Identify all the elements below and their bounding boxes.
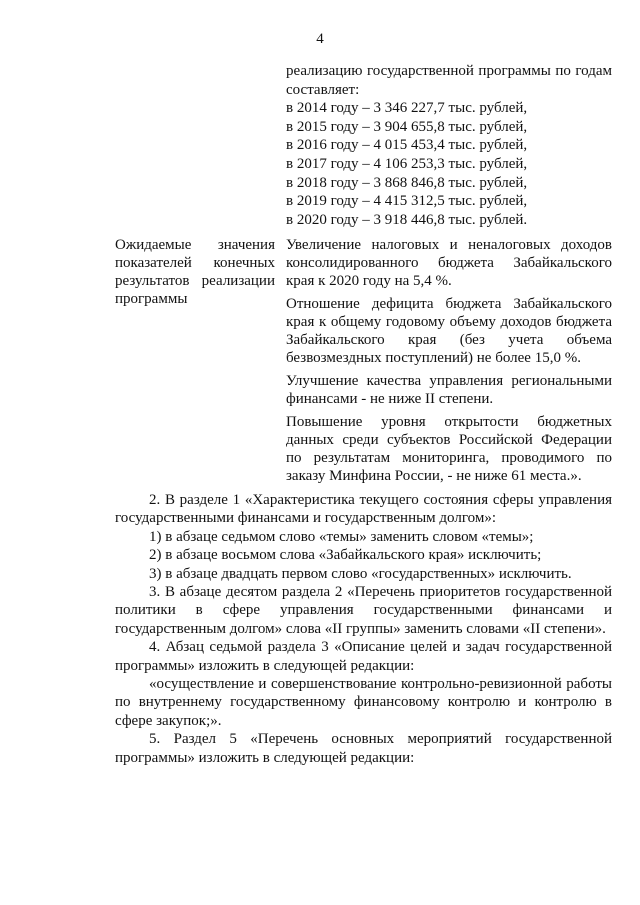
page-number: 4 <box>316 31 324 47</box>
label-line: Ожидаемые значения <box>115 237 275 253</box>
financing-year-line: в 2014 году – 3 346 227,7 тыс. рублей, <box>286 100 528 117</box>
result-item: Повышение уровня открытости бюджетных данных среди субъектов Российской Федерации по результатам мониторинга, проводимого по заказу Минфина России, - не ниже 61 места.». <box>286 414 612 484</box>
financing-year-line: в 2020 году – 3 918 446,8 тыс. рублей. <box>286 211 528 228</box>
body-paragraph: 3) в абзаце двадцать первом слово «государственных» исключить. <box>149 565 572 582</box>
result-item: Отношение дефицита бюджета Забайкальского края к общему годовому объему доходов бюджета Забайкальского края (без учета объема безвозмездных поступлений) не более 15,0 %. <box>286 296 612 366</box>
result-item: Увеличение налоговых и неналоговых доходов консолидированного бюджета Забайкальского края к 2020 году на 5,4 %. <box>286 237 612 289</box>
body-paragraph: 5. Раздел 5 «Перечень основных мероприятий государственной программы» изложить в следующей редакции: <box>115 731 612 766</box>
body-paragraph: 2. В разделе 1 «Характеристика текущего состояния сферы управления государственными финансами и государственным долгом»: <box>115 492 612 527</box>
body-paragraph: 1) в абзаце седьмом слово «темы» заменить словом «темы»; <box>149 528 534 545</box>
label-line: показателей конечных <box>115 255 275 271</box>
body-paragraph: 4. Абзац седьмой раздела 3 «Описание целей и задач государственной программы» изложить в следующей редакции: <box>115 639 612 674</box>
expected-results-label <box>115 236 275 308</box>
financing-year-line: в 2017 году – 4 106 253,3 тыс. рублей, <box>286 155 528 172</box>
expected-results-values <box>286 236 612 490</box>
financing-intro: реализацию государственной программы по годам составляет: <box>286 63 612 98</box>
body-paragraph: 2) в абзаце восьмом слова «Забайкальского края» исключить; <box>149 547 542 564</box>
label-line: программы <box>115 291 188 307</box>
financing-year-line: в 2015 году – 3 904 655,8 тыс. рублей, <box>286 118 528 135</box>
result-item: Улучшение качества управления региональными финансами - не ниже II степени. <box>286 373 612 407</box>
financing-volume-cell <box>286 62 612 229</box>
body-paragraph: 3. В абзаце десятом раздела 2 «Перечень приоритетов государственной политики в сфере управления государственными финансами и государственным долгом» слова «II группы» заменить словами «II степени». <box>115 584 612 637</box>
financing-year-line: в 2018 году – 3 868 846,8 тыс. рублей, <box>286 174 528 191</box>
financing-year-line: в 2019 году – 4 415 312,5 тыс. рублей, <box>286 193 528 210</box>
label-line: результатов реализации <box>115 273 275 289</box>
body-paragraph: «осуществление и совершенствование контрольно-ревизионной работы по внутреннему государственному финансовому контролю и контролю в сфере закупок;». <box>115 676 612 729</box>
amendments-body <box>115 491 612 767</box>
financing-year-line: в 2016 году – 4 015 453,4 тыс. рублей, <box>286 137 528 154</box>
